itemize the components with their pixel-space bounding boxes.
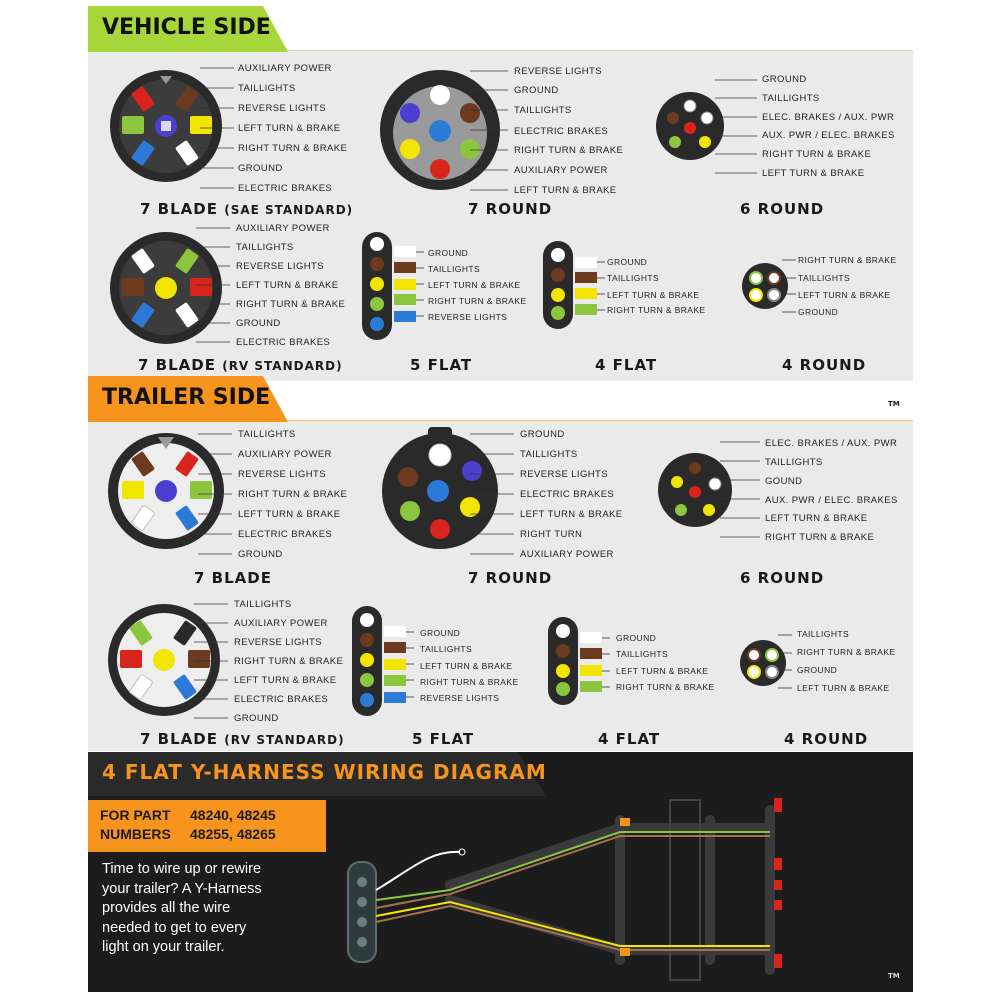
- label-aux-power: AUXILIARY POWER: [514, 165, 608, 176]
- six-round-leaders: [715, 78, 760, 178]
- label-ground: GROUND: [798, 307, 839, 317]
- trailer-seven-round-leaders: [470, 432, 520, 560]
- label-elec-brakes-aux-pwr: ELEC. BRAKES / AUX. PWR: [762, 112, 895, 123]
- label-ground: GROUND: [238, 163, 283, 174]
- label-left-turn-brake: LEFT TURN & BRAKE: [616, 666, 709, 676]
- label-aux-pwr-elec-brakes: AUX. PWR / ELEC. BRAKES: [762, 130, 895, 141]
- four-flat-connector: [543, 241, 613, 331]
- label-taillights: TAILLIGHTS: [797, 629, 850, 639]
- seven-blade-sae-leaders: [200, 60, 240, 200]
- label-right-turn-brake: RIGHT TURN & BRAKE: [514, 145, 624, 156]
- trailer-seven-blade-rv-leaders: [194, 600, 234, 730]
- label-right-turn: RIGHT TURN: [520, 529, 583, 540]
- title-4-flat: 4 FLAT: [595, 356, 658, 374]
- label-right-turn-brake: RIGHT TURN & BRAKE: [798, 255, 897, 265]
- label-left-turn-brake: LEFT TURN & BRAKE: [765, 513, 868, 524]
- label-electric-brakes: ELECTRIC BRAKES: [238, 529, 333, 540]
- label-ground: GROUND: [238, 549, 283, 560]
- title-7-blade: 7 BLADE: [194, 569, 272, 587]
- label-reverse-lights: REVERSE LIGHTS: [236, 261, 324, 272]
- label-taillights: TAILLIGHTS: [236, 242, 294, 253]
- trailer-harness-illustration: [330, 790, 790, 990]
- part-numbers-1: 48240, 48245: [190, 807, 276, 823]
- label-taillights: TAILLIGHTS: [238, 83, 296, 94]
- label-aux-power: AUXILIARY POWER: [238, 449, 332, 460]
- label-right-turn-brake: RIGHT TURN & BRAKE: [762, 149, 872, 160]
- label-reverse-lights: REVERSE LIGHTS: [238, 103, 326, 114]
- title-6-round: 6 ROUND: [740, 200, 825, 218]
- label-ground: GOUND: [765, 476, 803, 487]
- label-taillights: TAILLIGHTS: [420, 644, 473, 654]
- label-right-turn-brake: RIGHT TURN & BRAKE: [236, 299, 346, 310]
- label-taillights: TAILLIGHTS: [798, 273, 851, 283]
- label-ground: GROUND: [236, 318, 281, 329]
- label-reverse-lights: REVERSE LIGHTS: [238, 469, 326, 480]
- label-right-turn-brake: RIGHT TURN & BRAKE: [238, 489, 348, 500]
- label-electric-brakes: ELECTRIC BRAKES: [238, 183, 333, 194]
- label-ground: GROUND: [428, 248, 469, 258]
- part-numbers-2: 48255, 48265: [190, 826, 276, 842]
- harness-description: Time to wire up or rewire your trailer? A Y-Harness provides all the wire needed to get to every light on your trailer.: [102, 861, 262, 955]
- label-taillights: TAILLIGHTS: [514, 105, 572, 116]
- label-electric-brakes: ELECTRIC BRAKES: [514, 126, 609, 137]
- label-reverse-lights: REVERSE LIGHTS: [514, 66, 602, 77]
- label-right-turn-brake: RIGHT TURN & BRAKE: [428, 296, 527, 306]
- title-7-round: 7 ROUND: [468, 569, 553, 587]
- label-ground: GROUND: [616, 633, 657, 643]
- trailer-seven-blade-leaders: [198, 430, 238, 560]
- trailer-six-round-leaders: [720, 438, 765, 548]
- part-label-1: FOR PART: [100, 807, 171, 823]
- label-right-turn-brake: RIGHT TURN & BRAKE: [238, 143, 348, 154]
- label-left-turn-brake: LEFT TURN & BRAKE: [520, 509, 623, 520]
- title-4-flat: 4 FLAT: [598, 730, 661, 748]
- label-taillights: TAILLIGHTS: [428, 264, 481, 274]
- trailer-side-header: TRAILER SIDE: [102, 385, 271, 410]
- label-electric-brakes: ELECTRIC BRAKES: [520, 489, 615, 500]
- label-right-turn-brake: RIGHT TURN & BRAKE: [420, 677, 519, 687]
- label-taillights: TAILLIGHTS: [765, 457, 823, 468]
- label-right-turn-brake: RIGHT TURN & BRAKE: [797, 647, 896, 657]
- label-right-turn-brake: RIGHT TURN & BRAKE: [616, 682, 715, 692]
- trademark-mark: TM: [888, 400, 900, 408]
- label-reverse-lights: REVERSE LIGHTS: [428, 312, 508, 322]
- label-left-turn-brake: LEFT TURN & BRAKE: [762, 168, 865, 179]
- label-left-turn-brake: LEFT TURN & BRAKE: [607, 290, 700, 300]
- label-ground: GROUND: [234, 713, 279, 724]
- label-taillights: TAILLIGHTS: [616, 649, 669, 659]
- label-aux-pwr-elec-brakes: AUX. PWR / ELEC. BRAKES: [765, 495, 898, 506]
- title-7-round: 7 ROUND: [468, 200, 553, 218]
- label-right-turn-brake: RIGHT TURN & BRAKE: [607, 305, 706, 315]
- label-ground: GROUND: [514, 85, 559, 96]
- label-ground: GROUND: [520, 429, 565, 440]
- label-reverse-lights: REVERSE LIGHTS: [420, 693, 500, 703]
- label-taillights: TAILLIGHTS: [238, 429, 296, 440]
- title-7-blade-rv: 7 BLADE (RV STANDARD): [138, 356, 343, 374]
- vehicle-side-header: VEHICLE SIDE: [102, 15, 271, 40]
- label-left-turn-brake: LEFT TURN & BRAKE: [798, 290, 891, 300]
- label-aux-power: AUXILIARY POWER: [238, 63, 332, 74]
- label-right-turn-brake: RIGHT TURN & BRAKE: [765, 532, 875, 543]
- label-reverse-lights: REVERSE LIGHTS: [520, 469, 608, 480]
- label-electric-brakes: ELECTRIC BRAKES: [234, 694, 329, 705]
- harness-title: 4 FLAT Y-HARNESS WIRING DIAGRAM: [102, 760, 547, 784]
- label-aux-power: AUXILIARY POWER: [234, 618, 328, 629]
- label-right-turn-brake: RIGHT TURN & BRAKE: [234, 656, 344, 667]
- label-electric-brakes: ELECTRIC BRAKES: [236, 337, 331, 348]
- label-elec-brakes-aux-pwr: ELEC. BRAKES / AUX. PWR: [765, 438, 898, 449]
- label-left-turn-brake: LEFT TURN & BRAKE: [236, 280, 339, 291]
- title-5-flat: 5 FLAT: [410, 356, 473, 374]
- label-taillights: TAILLIGHTS: [762, 93, 820, 104]
- trademark-mark: TM: [888, 972, 900, 980]
- label-left-turn-brake: LEFT TURN & BRAKE: [514, 185, 617, 196]
- seven-blade-rv-leaders: [196, 224, 236, 354]
- title-7-blade-rv: 7 BLADE (RV STANDARD): [140, 730, 345, 748]
- label-left-turn-brake: LEFT TURN & BRAKE: [420, 661, 513, 671]
- title-4-round: 4 ROUND: [784, 730, 869, 748]
- label-left-turn-brake: LEFT TURN & BRAKE: [238, 509, 341, 520]
- label-taillights: TAILLIGHTS: [607, 273, 660, 283]
- title-4-round: 4 ROUND: [782, 356, 867, 374]
- label-left-turn-brake: LEFT TURN & BRAKE: [234, 675, 337, 686]
- trailer-four-round-leaders: [778, 633, 798, 693]
- part-label-2: NUMBERS: [100, 826, 171, 842]
- seven-round-leaders: [470, 64, 510, 194]
- label-ground: GROUND: [420, 628, 461, 638]
- label-reverse-lights: REVERSE LIGHTS: [234, 637, 322, 648]
- title-6-round: 6 ROUND: [740, 569, 825, 587]
- label-left-turn-brake: LEFT TURN & BRAKE: [238, 123, 341, 134]
- title-7-blade-sae: 7 BLADE (SAE STANDARD): [140, 200, 354, 218]
- label-aux-power: AUXILIARY POWER: [236, 223, 330, 234]
- label-left-turn-brake: LEFT TURN & BRAKE: [797, 683, 890, 693]
- title-5-flat: 5 FLAT: [412, 730, 475, 748]
- label-left-turn-brake: LEFT TURN & BRAKE: [428, 280, 521, 290]
- label-taillights: TAILLIGHTS: [520, 449, 578, 460]
- trailer-four-flat-connector: [548, 617, 618, 707]
- label-taillights: TAILLIGHTS: [234, 599, 292, 610]
- label-aux-power: AUXILIARY POWER: [520, 549, 614, 560]
- label-ground: GROUND: [607, 257, 648, 267]
- label-ground: GROUND: [797, 665, 838, 675]
- label-ground: GROUND: [762, 74, 807, 85]
